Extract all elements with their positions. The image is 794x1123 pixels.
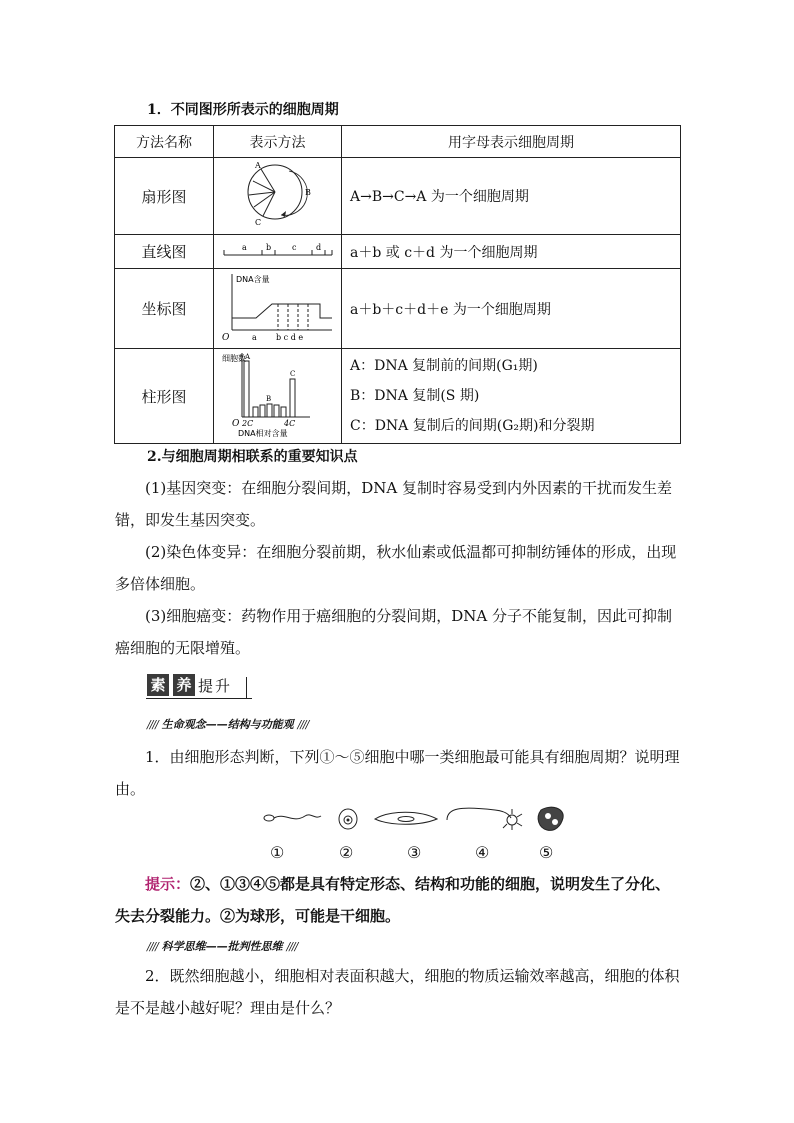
- row-name-column: 柱形图: [115, 349, 214, 444]
- coordinate-diagram: [220, 270, 336, 344]
- cell-label-4: ④: [475, 843, 490, 862]
- subheading-2: [147, 938, 297, 954]
- subheading-1-text: 生命观念——结构与功能观: [161, 718, 294, 731]
- hint-paragraph: [115, 868, 685, 932]
- coordinate-figure-cell: [214, 269, 342, 349]
- question-1-text: 1．由细胞形态判断，下列①～⑤细胞中哪一类细胞最可能具有细胞周期？说明理由。: [115, 748, 680, 798]
- table-row: [115, 235, 681, 269]
- hatch-icon: ////: [147, 940, 158, 953]
- hatch-icon: ////: [286, 940, 298, 953]
- line-figure-cell: [214, 235, 342, 269]
- cell-label-5: ⑤: [539, 843, 554, 862]
- point-1-text: (1)基因突变：在细胞分裂间期，DNA 复制时容易受到内外因素的干扰而发生差错，即发生基因突变。: [115, 479, 673, 529]
- spindle-cell-icon: [375, 812, 437, 824]
- table-row: [115, 158, 681, 235]
- question-2: [115, 960, 685, 1024]
- header-method-name: 方法名称: [115, 126, 214, 158]
- question-1: [115, 741, 685, 805]
- hint-text: ②、①③④⑤都是具有特定形态、结构和功能的细胞，说明发生了分化、失去分裂能力。②为球形，可能是干细胞。: [115, 875, 671, 925]
- point-2-text: (2)染色体变异：在细胞分裂前期，秋水仙素或低温都可抑制纺锤体的形成，出现多倍体细胞。: [115, 543, 677, 593]
- ribbon-underline: [146, 698, 252, 699]
- row-name-line: 直线图: [115, 235, 214, 269]
- cell-label-1: ①: [270, 843, 285, 862]
- column-ylabel: 细胞数: [221, 354, 246, 363]
- column-figure-cell: [214, 349, 342, 444]
- subheading-1: [147, 716, 308, 732]
- column-origin: O: [231, 419, 239, 429]
- column-label-c: C: [289, 370, 295, 378]
- section1-title: 1．不同图形所表示的细胞周期: [147, 102, 339, 118]
- column-label-a: A: [244, 353, 250, 361]
- row-desc-line: a＋b 或 c＋d 为一个细胞周期: [342, 235, 681, 269]
- column-desc-a: A：DNA 复制前的间期(G₁期): [350, 358, 538, 374]
- row-desc-column: [342, 349, 681, 444]
- point-2: [115, 536, 685, 600]
- row-desc-coordinate: a＋b＋c＋d＋e 为一个细胞周期: [342, 269, 681, 349]
- table-row: [115, 349, 681, 444]
- line-label-a: a: [241, 242, 247, 252]
- point-1: [115, 472, 685, 536]
- row-name-sector: 扇形图: [115, 158, 214, 235]
- sector-label-c: C: [254, 218, 261, 227]
- ribbon-edge: [246, 677, 247, 699]
- sperm-cell-icon: [264, 815, 321, 821]
- sector-diagram: [233, 159, 323, 229]
- coordinate-ylabel: DNA含量: [235, 274, 270, 284]
- line-diagram: [220, 239, 336, 261]
- column-diagram: [220, 349, 336, 439]
- coordinate-label-a: a: [251, 332, 257, 342]
- column-label-4c: 4C: [283, 419, 295, 428]
- subheading-2-text: 科学思维——批判性思维: [161, 940, 283, 953]
- cell-shapes-figure: [255, 802, 575, 838]
- sector-figure-cell: [214, 158, 342, 235]
- row-desc-sector: A→B→C→A 为一个细胞周期: [342, 158, 681, 235]
- header-representation: 表示方法: [214, 126, 342, 158]
- coordinate-label-bcde: b c d e: [275, 332, 303, 342]
- literacy-ribbon: [146, 673, 252, 699]
- header-letter-cycle: 用字母表示细胞周期: [342, 126, 681, 158]
- ribbon-char-2: 养: [173, 674, 195, 696]
- coordinate-origin: O: [221, 332, 229, 343]
- line-label-d: d: [315, 242, 321, 252]
- hint-label: 提示：: [145, 875, 191, 893]
- hatch-icon: ////: [297, 718, 309, 731]
- neuron-cell-icon: [447, 808, 522, 830]
- point-3-text: (3)细胞癌变：药物作用于癌细胞的分裂间期，DNA 分子不能复制，因此可抑制癌细胞的无限增殖。: [115, 607, 673, 657]
- irregular-cell-icon: [538, 807, 563, 830]
- cell-cycle-table: [114, 125, 681, 444]
- section2-title: 2.与细胞周期相联系的重要知识点: [147, 449, 358, 465]
- row-name-coordinate: 坐标图: [115, 269, 214, 349]
- column-label-2c: 2C: [241, 419, 253, 428]
- point-3: [115, 600, 685, 664]
- column-label-b: B: [265, 395, 271, 403]
- cell-label-2: ②: [339, 843, 354, 862]
- cell-label-3: ③: [407, 843, 422, 862]
- question-2-text: 2．既然细胞越小，细胞相对表面积越大，细胞的物质运输效率越高，细胞的体积是不是越小越好呢？理由是什么？: [115, 967, 680, 1017]
- column-desc-c: C：DNA 复制后的间期(G₂期)和分裂期: [350, 418, 595, 434]
- sector-label-b: B: [304, 188, 311, 197]
- column-xlabel: DNA相对含量: [237, 429, 288, 438]
- sector-label-a: A: [254, 161, 261, 170]
- round-cell-icon: [339, 809, 357, 829]
- table-row: [115, 269, 681, 349]
- ribbon-rest: 提升: [198, 677, 233, 695]
- hatch-icon: ////: [147, 718, 158, 731]
- line-label-b: b: [265, 242, 271, 252]
- column-desc-b: B：DNA 复制(S 期): [350, 388, 480, 404]
- table-header-row: [115, 126, 681, 158]
- ribbon-char-1: 素: [147, 674, 169, 696]
- line-label-c: c: [291, 242, 296, 252]
